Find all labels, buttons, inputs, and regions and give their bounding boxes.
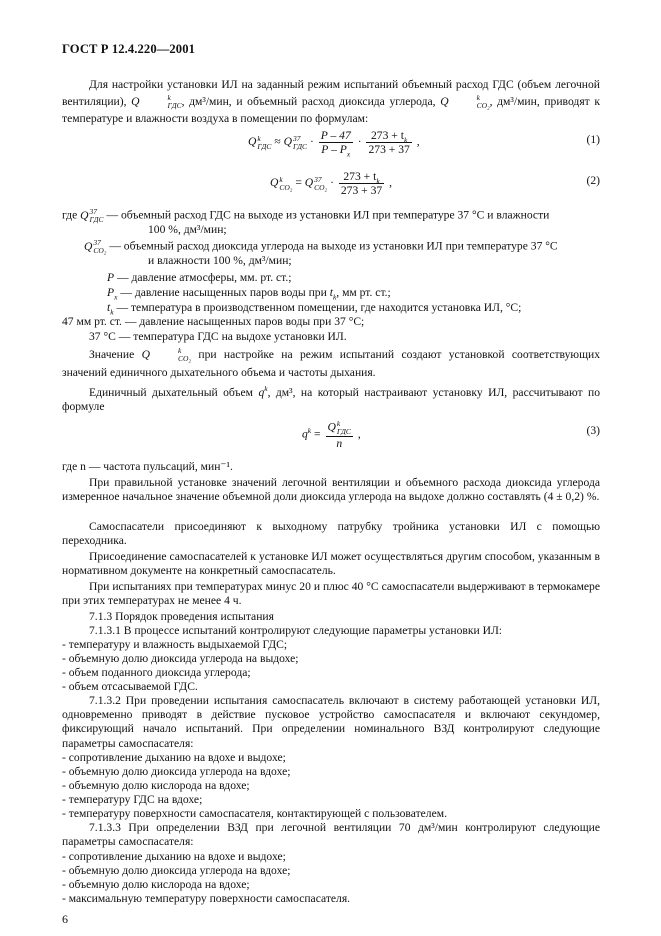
definition-px: $P_x$ — давление насыщенных паров воды при $t_k$, мм рт. ст.; — [107, 286, 391, 302]
definition-47: 47 мм рт. ст. — давление насыщенных паров воды при 37 °С; — [62, 315, 365, 328]
formula-1: Q k ГДС ≈ Q 37 ГДС · $\frac{P - 47}{P - P_x}$ · $\frac{273 + t_k}{273 + 37}$ , — [248, 129, 420, 159]
definition-p: P — давление атмосферы, мм. рт. ст.; — [107, 271, 292, 284]
list-item: - объемную долю диоксида углерода на выдохе; — [62, 652, 299, 665]
paragraph-temperature: При испытаниях при температурах минус 20 и плюс 40 °С самоспасатели выдерживают в термокамере при этих температурах не менее 4 ч. — [62, 580, 600, 608]
definition-37: 37 °С — температура ГДС на выдохе установки ИЛ. — [89, 330, 347, 343]
paragraph-connect: Самоспасатели присоединяют к выходному патрубку тройника установки ИЛ с помощью переходника. — [62, 520, 600, 548]
section-7-1-3-1: 7.1.3.1 В процессе испытаний контролируют следующие параметры установки ИЛ: — [89, 624, 503, 637]
formula-3: $q^k$ = Q k ГДС n , — [302, 419, 361, 450]
list-item: - температуру поверхности самоспасателя, контактирующей с пользователем. — [62, 807, 447, 820]
definition-q37-co2-cont: и влажности 100 %, дм³/мин; — [148, 254, 292, 267]
list-item: - сопротивление дыханию на вдохе и выдохе; — [62, 751, 286, 764]
list-item: - объемную долю диоксида углерода на вдохе; — [62, 864, 291, 877]
list-item: - объем поданного диоксида углерода; — [62, 666, 251, 679]
q-gds-symbol: Q k ГДС — [131, 93, 182, 111]
definition-n: где n — частота пульсаций, мин⁻¹. — [62, 460, 233, 473]
list-item: - максимальную температуру поверхности самоспасателя. — [62, 892, 351, 905]
unit-volume-paragraph: Единичный дыхательный объем $q^k$, дм³, на который настраивают установку ИЛ, рассчитывают по формуле — [62, 384, 600, 414]
list-item: - сопротивление дыханию на вдохе и выдохе; — [62, 850, 286, 863]
list-item: - температуру ГДС на вдохе; — [62, 793, 203, 806]
definition-q37-gds-cont: 100 %, дм³/мин; — [148, 223, 227, 236]
page-number: 6 — [62, 912, 68, 926]
definition-q37-gds: где Q 37 ГДС — объемный расход ГДС на выходе из установки ИЛ при температуре 37 °С и влажности — [62, 207, 550, 224]
list-item: - температуру и влажность выдыхаемой ГДС; — [62, 638, 288, 651]
document-header: ГОСТ Р 12.4.220—2001 — [62, 42, 195, 56]
definition-tk: $t_k$ — температура в производственном помещении, где находится установка ИЛ, °С; — [107, 301, 522, 317]
q-co2-symbol: Q k CO₂ — [440, 93, 490, 111]
list-item: - объемную долю кислорода на вдохе; — [62, 779, 250, 792]
list-item: - объемную долю диоксида углерода на вдохе; — [62, 765, 291, 778]
paragraph-correct-setup: При правильной установке значений легочной вентиляции и объемного расхода диоксида углерода измеренное начальное значение объемной доли диоксида углерода на выдохе должно составлять (4 ± 0,2) %. — [62, 476, 600, 504]
formula-2: Q k CO₂ = Q 37 CO₂ · $\frac{273 + t_k}{273 + 37}$ , — [270, 170, 392, 197]
section-7-1-3-2: 7.1.3.2 При проведении испытания самоспасатель включают в систему работающей установки ИЛ, одновременно приводят в действие пусковое устройство самоспасателя и включают секундомер, фиксирующий начало испытаний. При определении номинального ВЗД контролируют следующие параметры самоспасателя: — [62, 694, 600, 750]
section-7-1-3-3: 7.1.3.3 При определении ВЗД при легочной вентиляции 70 дм³/мин контролируют следующие параметры самоспасателя: — [62, 821, 600, 849]
definition-q37-co2: Q 37 CO₂ — объемный расход диоксида углерода на выходе из установки ИЛ при температуре 37 °С — [84, 238, 558, 255]
list-item: - объемную долю кислорода на вдохе; — [62, 878, 250, 891]
section-7-1-3-heading: 7.1.3 Порядок проведения испытания — [89, 610, 274, 623]
list-item: - объем отсасываемой ГДС. — [62, 680, 198, 693]
intro-paragraph: Для настройки установки ИЛ на заданный режим испытаний объемный расход ГДС (объем легочной вентиляции), Q k ГДС , дм³/мин, и объемный расход диоксида углерода, Q k CO₂ , дм³/мин, приводят к температуре и влажности воздуха в помещении по формулам: — [62, 78, 600, 126]
value-paragraph: Значение Q k CO₂ при настройке на режим испытаний создают установкой соответствующих значений единичного дыхательного объема и частоты дыхания. — [62, 346, 601, 379]
paragraph-connect-other: Присоединение самоспасателей к установке ИЛ может осуществляться другим способом, указанным в нормативном документе на конкретный самоспасатель. — [62, 550, 600, 578]
formula-2-number: (2) — [586, 174, 600, 187]
formula-3-number: (3) — [586, 424, 600, 437]
formula-1-number: (1) — [586, 133, 600, 146]
